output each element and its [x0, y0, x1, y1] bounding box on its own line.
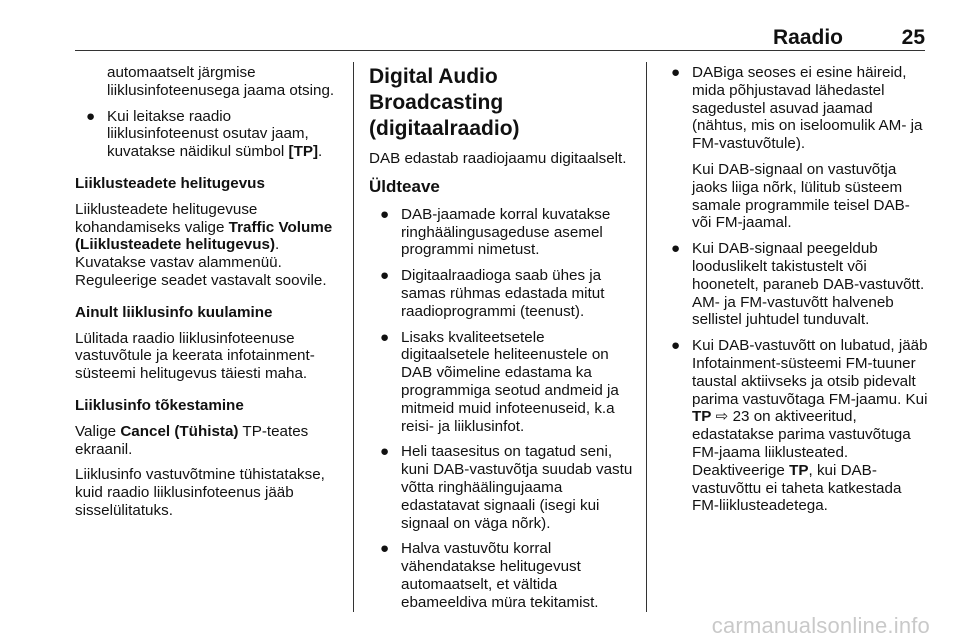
tp-label: TP	[692, 408, 712, 426]
header-rule	[75, 50, 925, 51]
paragraph: Valige Cancel (Tühista) TP-teates ekraanil.	[75, 422, 309, 458]
tp-label: TP	[789, 461, 809, 479]
page-ref-arrow-icon: ⇨	[715, 408, 729, 426]
list-item: ● Kui leitakse raadio liiklusinfoteenust osutav jaam, kuvatakse näidikul sümbol [TP].	[86, 107, 323, 161]
paragraph: Lülitada raadio liiklusinfoteenuse vastuvõtule ja keerata infotainment-süsteemi helitugevus täiesti maha.	[75, 329, 315, 383]
bullet-continuation: Kui DAB-signaal on vastuvõtja jaoks liiga nõrk, lülitub süsteem samale programmile teisel DAB- või FM-jaamal.	[692, 160, 910, 232]
page-header	[75, 26, 925, 53]
list-item: ● Halva vastuvõtu korral vähendatakse helitugevust automaatselt, et vältida ebameeldiva müra tekitamist.	[380, 540, 599, 611]
list-item: ● Heli taasesitus on tagatud seni, kuni DAB-vastuvõtja suudab vastu võtta ringhäälingujaama edastatavat signaali (isegi kui signaal on väga nõrk).	[380, 443, 633, 532]
page-number: 25	[901, 26, 925, 49]
paragraph: Kuvatakse vastav alammenüü.	[75, 254, 282, 272]
list-item: ● Kui DAB-signaal peegeldub looduslikelt takistustelt või hoonetelt, paraneb DAB-vastuvõtt. AM- ja FM-vastuvõtt halveneb sellistel juhtudel tunduvalt.	[671, 240, 925, 329]
list-item: ● Lisaks kvaliteetsetele digitaalsetele heliteenustele on DAB võimeline edastama ka programmiga seotud andmeid ja mitmeid muid infoteenuseid, k.a reisi- ja liiklusinfot.	[380, 328, 619, 435]
bullet-continuation: automaatselt järgmise liiklusinfoteenusega jaama otsing.	[107, 64, 335, 99]
paragraph: DAB edastab raadiojaamu digitaalselt.	[369, 150, 627, 167]
paragraph: Liiklusinfo vastuvõtmine tühistatakse, kuid raadio liiklusinfoteenus jääb sisselülitatuks.	[75, 466, 325, 519]
column-1	[75, 64, 345, 528]
column-3	[660, 64, 930, 523]
list-item: ● Digitaalraadioga saab ühes ja samas rühmas edastada mitut raadioprogrammi (teenust).	[380, 267, 605, 320]
subheading-traffic-only: Ainult liiklusinfo kuulamine	[75, 303, 273, 321]
list-item: ● DABiga seoses ei esine häireid, mida põhjustavad lähedastel sagedustel asuvad jaamad (nähtus, mis on iseloomulik AM- ja FM-vastuvõtule).	[671, 64, 923, 153]
subheading-block-traffic: Liiklusinfo tõkestamine	[75, 396, 244, 414]
column-2	[369, 64, 634, 620]
paragraph: Reguleerige seadet vastavalt soovile.	[75, 271, 327, 289]
section-title: Raadio	[772, 26, 843, 49]
section-heading-general: Üldteave	[369, 176, 440, 196]
dab-title: Digital Audio Broadcasting (digitaalraadio)	[369, 65, 520, 140]
list-item: ● Kui DAB-vastuvõtt on lubatud, jääb Infotainment-süsteemi FM-tuuner taustal aktiivseks ja otsib pidevalt parima vastuvõtaga FM-jaamu. Kui TP ⇨ 23 on aktiveeritud, edastatakse parima vastuvõtuga FM-jaama liiklusteated. Deaktiveerige TP, kui DAB-vastuvõttu ei taheta katkestada FM-liiklusteadetega.	[671, 337, 928, 515]
watermark: carmanualsonline.info	[711, 613, 930, 638]
column-divider-1	[353, 62, 354, 612]
column-divider-2	[646, 62, 647, 612]
bullet-dot-icon: ●	[86, 107, 96, 125]
list-item: ● DAB-jaamade korral kuvatakse ringhäälingusageduse asemel programmi nimetust.	[380, 205, 611, 259]
page-ref: 23 on aktiveeritud, edastatakse parima vastuvõtuga FM-jaama liiklusteated. Deaktiveerige	[692, 408, 911, 479]
subheading-traffic-volume: Liiklusteadete helitugevus	[75, 174, 265, 192]
paragraph: Liiklusteadete helitugevuse kohandamiseks valige Traffic Volume (Liiklusteadete helitugevus).	[75, 200, 333, 254]
